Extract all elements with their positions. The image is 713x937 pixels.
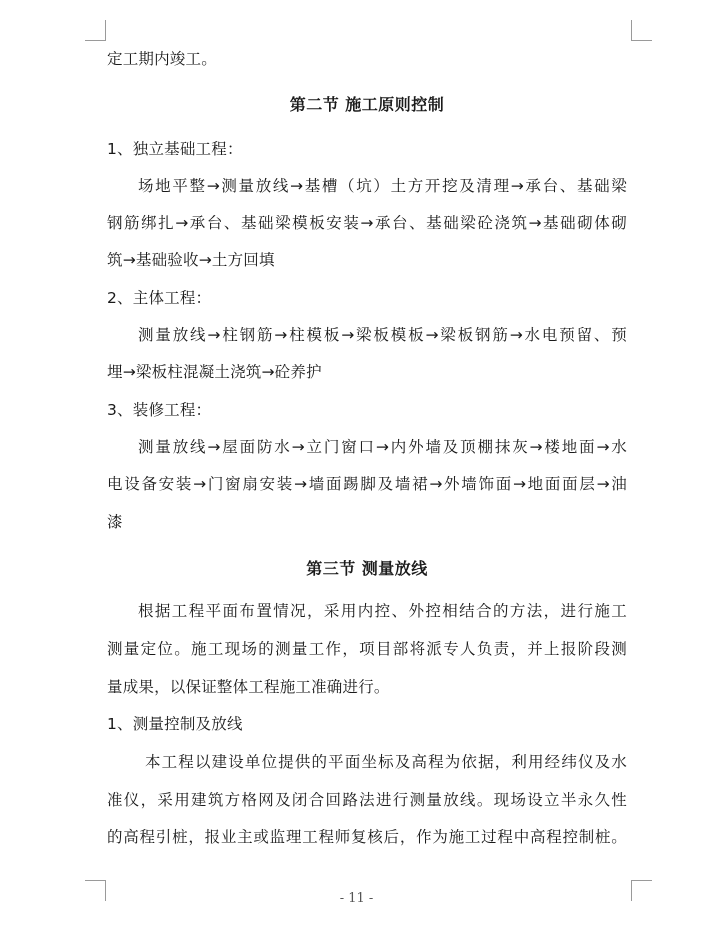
section-heading-2: 第二节 施工原则控制 [289, 95, 445, 114]
subsection-title-2: 2、主体工程： [107, 289, 212, 307]
section-heading-3: 第三节 测量放线 [306, 559, 428, 578]
paragraph-line: 的高程引桩，报业主或监理工程师复核后，作为施工过程中高程控制桩。 [107, 828, 627, 846]
paragraph-line: 筑→基础验收→土方回填 [107, 251, 275, 269]
subsection-title-measure: 1、测量控制及放线 [107, 715, 243, 733]
paragraph-line: 本工程以建设单位提供的平面坐标及高程为依据，利用经纬仪及水 [145, 753, 627, 771]
crop-mark-top-left [85, 20, 106, 41]
subsection-title-1: 1、独立基础工程： [107, 140, 243, 158]
crop-mark-top-right [631, 20, 652, 41]
paragraph-line: 钢筋绑扎→承台、基础梁模板安装→承台、基础梁砼浇筑→基础砌体砌 [107, 214, 627, 232]
paragraph-line: 根据工程平面布置情况，采用内控、外控相结合的方法，进行施工 [138, 602, 627, 620]
paragraph-line: 测量放线→柱钢筋→柱模板→梁板模板→梁板钢筋→水电预留、预 [138, 326, 627, 344]
paragraph-line: 准仪，采用建筑方格网及闭合回路法进行测量放线。现场设立半永久性 [107, 791, 627, 809]
paragraph-line: 测量定位。施工现场的测量工作，项目部将派专人负责，并上报阶段测 [107, 640, 627, 658]
paragraph-line: 定工期内竣工。 [107, 50, 217, 68]
subsection-title-3: 3、装修工程： [107, 401, 212, 419]
page-number: - 11 - [339, 891, 374, 906]
paragraph-line: 场地平整→测量放线→基槽（坑）土方开挖及清理→承台、基础梁 [138, 177, 627, 195]
paragraph-line: 测量放线→屋面防水→立门窗口→内外墙及顶棚抹灰→楼地面→水 [138, 438, 627, 456]
paragraph-line: 埋→梁板柱混凝土浇筑→砼养护 [107, 363, 322, 381]
paragraph-line: 电设备安装→门窗扇安装→墙面踢脚及墙裙→外墙饰面→地面面层→油 [107, 475, 627, 493]
paragraph-line: 漆 [107, 513, 123, 531]
paragraph-line: 量成果，以保证整体工程施工准确进行。 [107, 678, 390, 696]
